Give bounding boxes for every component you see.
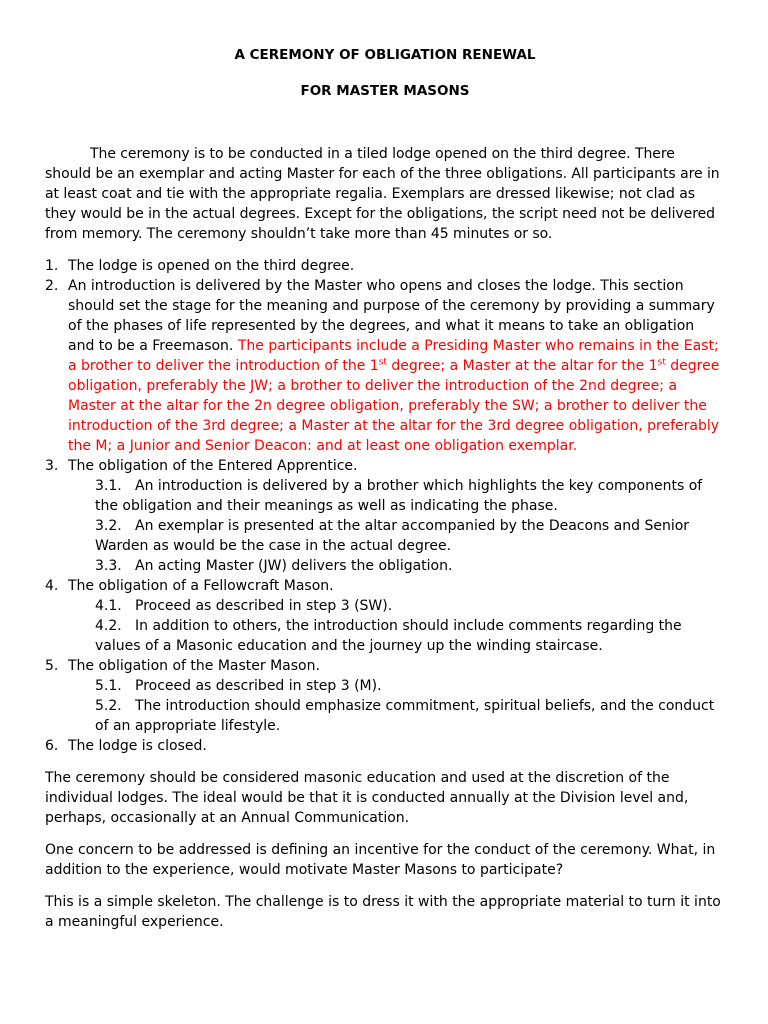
highlighted-participants-text	[68, 338, 719, 454]
sub-item-text: Proceed as described in step 3 (M).	[135, 678, 382, 694]
list-item-number: 5.	[45, 658, 59, 674]
list-item-text: An introduction is delivered by the Master who opens and closes the lodge. This section should set the stage for the meaning and purpose of the ceremony by providing a summary of the phases of life represented by the degrees, and what it means to take an obligation and to be a Freemason.	[68, 278, 715, 354]
intro-paragraph: The ceremony is to be conducted in a tiled lodge opened on the third degree. There should be an exemplar and acting Master for each of the three obligations. All participants are in at least coat and tie with the appropriate regalia. Exemplars are dressed likewise; not clad as they would be in the actual degrees. Except for the obligations, the script need not be delivered from memory. The ceremony shouldn’t take more than 45 minutes or so.	[45, 146, 720, 242]
sub-list-item	[68, 696, 722, 736]
list-item	[45, 736, 722, 756]
list-item-text: The lodge is closed.	[68, 738, 207, 754]
list-item-number: 6.	[45, 738, 59, 754]
highlighted-text-part: The participants include a Presiding Master who remains in the East; a brother to deliver the introduction of the 1	[68, 338, 719, 374]
list-item-text: The obligation of a Fellowcraft Mason.	[68, 578, 334, 594]
list-item	[45, 576, 722, 656]
ordinal-superscript: st	[657, 357, 666, 368]
sub-list-item	[68, 516, 722, 556]
list-item	[45, 276, 722, 456]
sub-item-text: The introduction should emphasize commitment, spiritual beliefs, and the conduct of an appropriate lifestyle.	[95, 698, 715, 734]
closing-paragraph: This is a simple skeleton. The challenge is to dress it with the appropriate material to turn it into a meaningful experience.	[45, 894, 721, 930]
list-item-text: The obligation of the Master Mason.	[68, 658, 320, 674]
ordinal-superscript: st	[378, 357, 387, 368]
sub-list-item	[68, 556, 722, 576]
sub-item-number: 5.1.	[95, 678, 122, 694]
ceremony-steps-list	[45, 256, 722, 756]
list-item	[45, 656, 722, 736]
incentive-paragraph: One concern to be addressed is defining an incentive for the conduct of the ceremony. What, in addition to the experience, would motivate Master Masons to participate?	[45, 842, 716, 878]
education-paragraph: The ceremony should be considered masonic education and used at the discretion of the individual lodges. The ideal would be that it is conducted annually at the Division level and, perhaps, occasionally at an Annual Communication.	[45, 770, 689, 826]
highlighted-text-part: degree obligation, preferably the JW; a brother to deliver the introduction of the 2nd degree; a Master at the altar for the 2n degree obligation, preferably the SW; a brother to deliver the introduction of the 3rd degree; a Master at the altar for the 3rd degree obligation, preferably the M; a Junior and Senior Deacon: and at least one obligation exemplar.	[68, 358, 720, 454]
list-item	[45, 256, 722, 276]
sub-item-number: 3.2.	[95, 518, 122, 534]
highlighted-text-part: degree; a Master at the altar for the 1	[386, 358, 658, 374]
list-item-text: The lodge is opened on the third degree.	[68, 258, 355, 274]
document-subtitle: FOR MASTER MASONS	[300, 83, 470, 99]
sub-item-number: 3.1.	[95, 478, 122, 494]
list-item-number: 1.	[45, 258, 59, 274]
sub-list-item	[68, 476, 722, 516]
list-item-number: 4.	[45, 578, 59, 594]
sub-item-text: Proceed as described in step 3 (SW).	[135, 598, 393, 614]
sub-item-number: 5.2.	[95, 698, 122, 714]
list-item	[45, 456, 722, 576]
sub-list-item	[68, 616, 722, 656]
document-title: A CEREMONY OF OBLIGATION RENEWAL	[234, 47, 536, 63]
sub-item-number: 3.3.	[95, 558, 122, 574]
sub-item-number: 4.1.	[95, 598, 122, 614]
list-item-number: 3.	[45, 458, 59, 474]
sub-item-text: An acting Master (JW) delivers the obligation.	[135, 558, 453, 574]
sub-item-number: 4.2.	[95, 618, 122, 634]
sub-item-text: An exemplar is presented at the altar accompanied by the Deacons and Senior Warden as would be the case in the actual degree.	[95, 518, 690, 554]
sub-list-item	[68, 596, 722, 616]
list-item-text: The obligation of the Entered Apprentice.	[68, 458, 358, 474]
sub-list-item	[68, 676, 722, 696]
list-item-number: 2.	[45, 278, 59, 294]
sub-item-text: In addition to others, the introduction should include comments regarding the values of a Masonic education and the journey up the winding staircase.	[95, 618, 682, 654]
sub-item-text: An introduction is delivered by a brother which highlights the key components of the obligation and their meanings as well as indicating the phase.	[95, 478, 703, 514]
